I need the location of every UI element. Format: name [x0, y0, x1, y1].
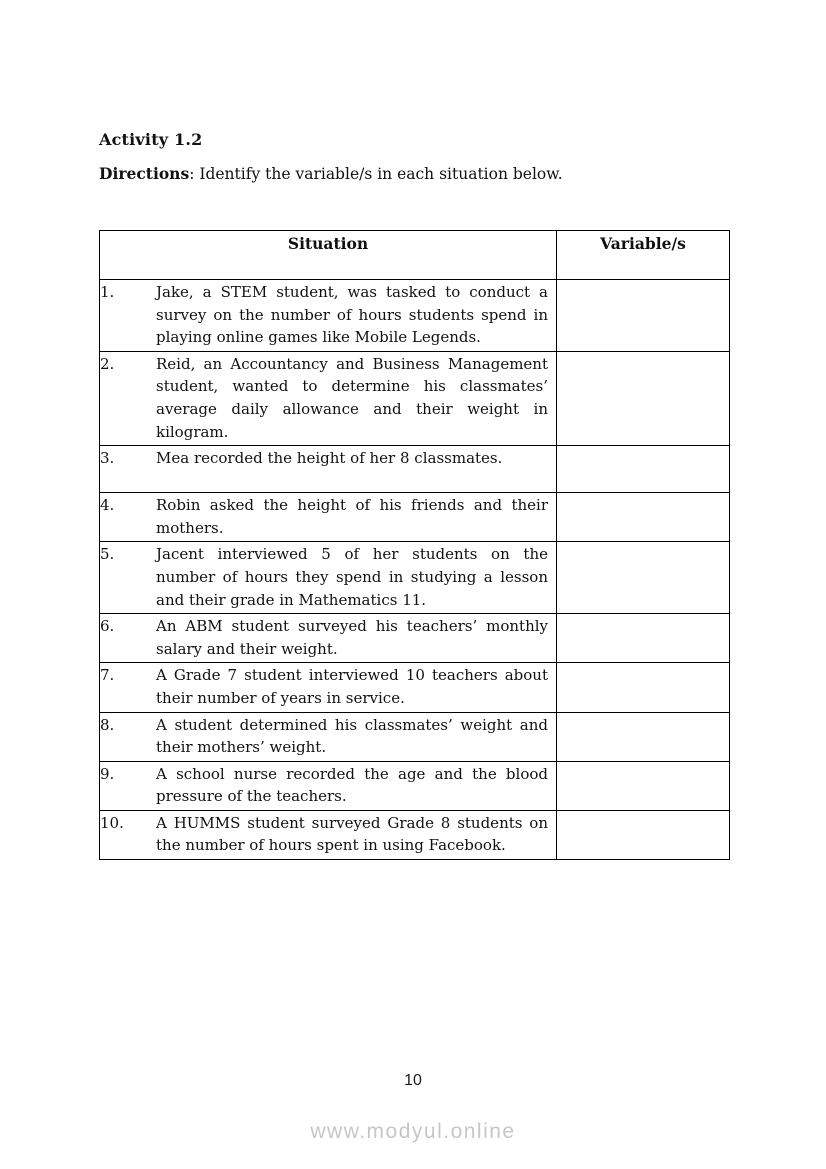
situation-cell [100, 280, 557, 352]
situation-number: 8. [100, 715, 115, 734]
situation-text: A Grade 7 student interviewed 10 teachers about their number of years in service. [156, 666, 548, 707]
directions-text: : Identify the variable/s in each situation below. [189, 165, 563, 183]
variables-column-header: Variable/s [557, 231, 730, 280]
table-row [100, 351, 730, 445]
variable-answer-cell [557, 542, 730, 614]
situation-cell [100, 446, 557, 493]
table-header-row [100, 231, 730, 280]
situation-number: 9. [100, 764, 115, 783]
situation-text: Robin asked the height of his friends and their mothers. [156, 496, 548, 537]
situation-cell [100, 493, 557, 542]
situation-number: 6. [100, 617, 115, 636]
variable-answer-cell [557, 761, 730, 810]
situation-cell [100, 614, 557, 663]
variable-answer-cell [557, 810, 730, 859]
situation-text: Reid, an Accountancy and Business Management student, wanted to determine his classmates’ average daily allowance and their weight in kilogram. [156, 354, 548, 441]
situation-cell [100, 810, 557, 859]
situation-cell [100, 663, 557, 712]
variable-answer-cell [557, 446, 730, 493]
variable-answer-cell [557, 493, 730, 542]
table-row [100, 542, 730, 614]
situation-column-header: Situation [100, 231, 557, 280]
table-row [100, 712, 730, 761]
situation-text: Jake, a STEM student, was tasked to conduct a survey on the number of hours students spend in playing online games like Mobile Legends. [156, 283, 548, 347]
watermark: www.modyul.online [310, 1120, 516, 1143]
situation-number: 4. [100, 496, 115, 515]
directions-label: Directions [99, 164, 190, 183]
table-row [100, 280, 730, 352]
situation-number: 3. [100, 449, 115, 468]
situations-table [99, 230, 730, 860]
directions [99, 164, 563, 183]
situation-text: A student determined his classmates’ weight and their mothers’ weight. [156, 715, 548, 757]
variable-answer-cell [557, 663, 730, 712]
situation-cell [100, 351, 557, 445]
situation-number: 2. [100, 354, 115, 373]
situations-table-body [100, 280, 730, 860]
variable-answer-cell [557, 614, 730, 663]
situation-text: Mea recorded the height of her 8 classmates. [156, 449, 503, 468]
situation-text: A school nurse recorded the age and the blood pressure of the teachers. [156, 764, 548, 806]
situation-text: An ABM student surveyed his teachers’ monthly salary and their weight. [156, 617, 548, 658]
situation-cell [100, 761, 557, 810]
page-number: 10 [404, 1072, 422, 1089]
situation-cell [100, 542, 557, 614]
variable-answer-cell [557, 280, 730, 352]
situation-number: 7. [100, 666, 115, 685]
variable-answer-cell [557, 712, 730, 761]
table-row [100, 446, 730, 493]
situation-number: 10. [100, 813, 124, 832]
table-row [100, 761, 730, 810]
table-row [100, 614, 730, 663]
table-row [100, 663, 730, 712]
situation-text: A HUMMS student surveyed Grade 8 students on the number of hours spent in using Facebook. [156, 813, 548, 855]
table-row [100, 493, 730, 542]
situation-number: 5. [100, 545, 115, 564]
situation-text: Jacent interviewed 5 of her students on the number of hours they spend in studying a lesson and their grade in Mathematics 11. [156, 545, 548, 609]
activity-title: Activity 1.2 [99, 130, 203, 149]
situation-number: 1. [100, 283, 115, 301]
variable-answer-cell [557, 351, 730, 445]
situation-cell [100, 712, 557, 761]
table-row [100, 810, 730, 859]
